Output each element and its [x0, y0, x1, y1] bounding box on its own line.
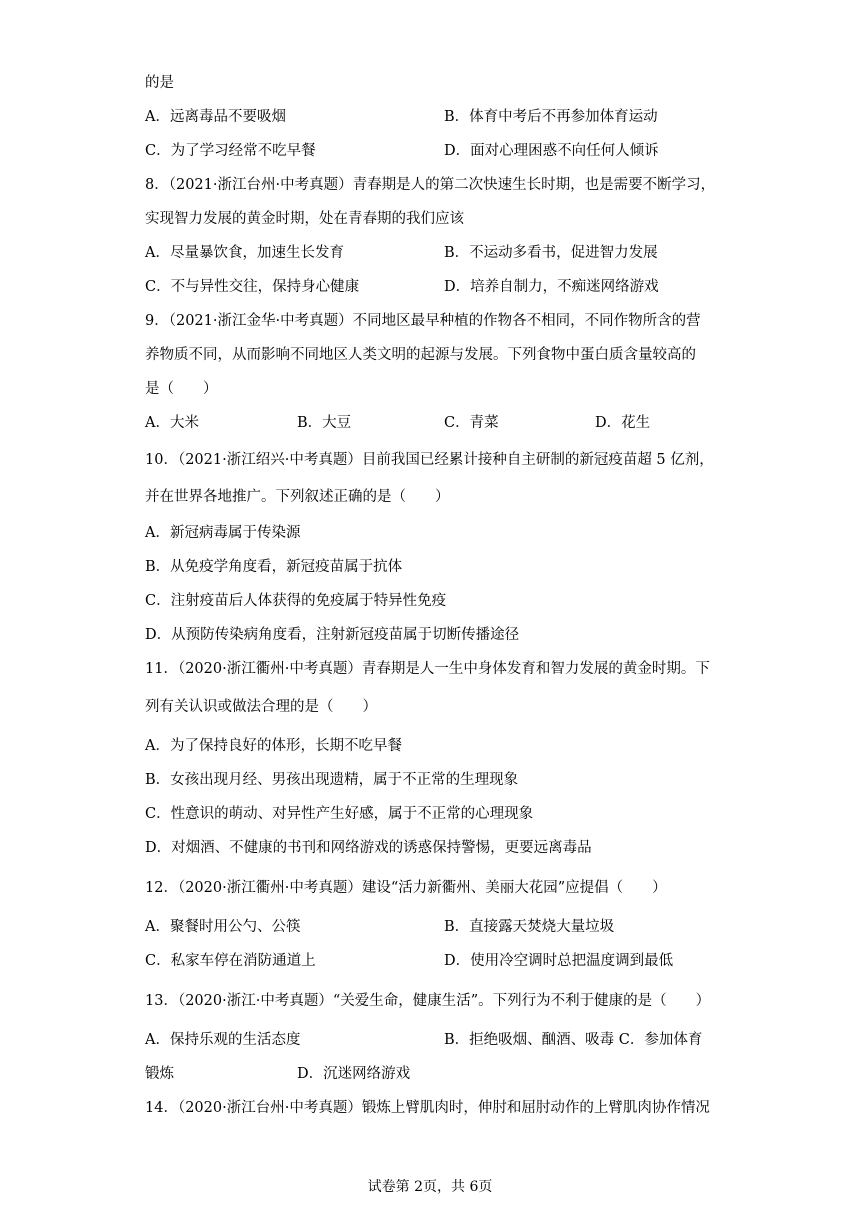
q9-option-c: C．青菜	[444, 415, 499, 431]
q10-stem-line-2: 并在世界各地推广。下列叙述正确的是（ ）	[145, 489, 450, 505]
q7-option-b: B．体育中考后不再参加体育运动	[444, 109, 658, 125]
q8-stem-line-1: 8．（2021·浙江台州·中考真题）青春期是人的第二次快速生长时期，也是需要不断学习，	[145, 177, 716, 193]
q10-option-a: A．新冠病毒属于传染源	[145, 525, 301, 541]
q10-option-d: D．从预防传染病角度看，注射新冠疫苗属于切断传播途径	[145, 627, 520, 643]
question-7-continuation: 的是	[145, 75, 174, 91]
q9-stem-line-1: 9．（2021·浙江金华·中考真题）不同地区最早种植的作物各不相同，不同作物所含的营	[145, 313, 701, 329]
q9-option-b: B．大豆	[297, 415, 352, 431]
q7-option-a: A．远离毒品不要吸烟	[145, 109, 286, 125]
q12-option-d: D．使用冷空调时总把温度调到最低	[444, 953, 674, 969]
q12-option-c: C．私家车停在消防通道上	[145, 953, 316, 969]
q9-stem-line-2: 养物质不同，从而影响不同地区人类文明的起源与发展。下列食物中蛋白质含量较高的	[145, 347, 696, 363]
q8-stem-line-2: 实现智力发展的黄金时期，处在青春期的我们应该	[145, 211, 464, 227]
q8-option-c: C．不与异性交往，保持身心健康	[145, 279, 360, 295]
q14-stem-line-1: 14．（2020·浙江台州·中考真题）锻炼上臂肌肉时，伸肘和屈肘动作的上臂肌肉协作情况	[145, 1100, 710, 1116]
page-footer: 试卷第 2页，共 6页	[367, 1179, 493, 1195]
q11-option-b: B．女孩出现月经、男孩出现遗精，属于不正常的生理现象	[145, 772, 519, 788]
q13-stem-line-1: 13．（2020·浙江·中考真题）“关爱生命，健康生活”。下列行为不利于健康的是（ ）	[145, 993, 711, 1009]
q7-option-d: D．面对心理困惑不向任何人倾诉	[444, 143, 659, 159]
q13-option-b-c: B．拒绝吸烟、酗酒、吸毒 C．参加体育	[444, 1032, 703, 1048]
q9-option-d: D．花生	[595, 415, 651, 431]
q13-option-c-wrap: 锻炼	[145, 1066, 174, 1082]
q11-option-c: C．性意识的萌动、对异性产生好感，属于不正常的心理现象	[145, 806, 534, 822]
q12-option-b: B．直接露天焚烧大量垃圾	[444, 919, 615, 935]
q11-stem-line-1: 11．（2020·浙江衢州·中考真题）青春期是人一生中身体发育和智力发展的黄金时期。下	[145, 661, 710, 677]
q13-option-a: A．保持乐观的生活态度	[145, 1032, 301, 1048]
q12-option-a: A．聚餐时用公勺、公筷	[145, 919, 301, 935]
q10-stem-line-1: 10．（2021·浙江绍兴·中考真题）目前我国已经累计接种自主研制的新冠疫苗超 5 亿剂，	[145, 452, 714, 468]
q10-option-b: B．从免疫学角度看，新冠疫苗属于抗体	[145, 559, 403, 575]
q10-option-c: C．注射疫苗后人体获得的免疫属于特异性免疫	[145, 593, 447, 609]
q7-option-c: C．为了学习经常不吃早餐	[145, 143, 316, 159]
q8-option-a: A．尽量暴饮食，加速生长发育	[145, 245, 344, 261]
q8-option-d: D．培养自制力，不痴迷网络游戏	[444, 279, 659, 295]
q8-option-b: B．不运动多看书，促进智力发展	[444, 245, 658, 261]
q12-stem-line-1: 12．（2020·浙江衢州·中考真题）建设“活力新衢州、美丽大花园”应提倡（ ）	[145, 880, 667, 896]
q11-option-a: A．为了保持良好的体形，长期不吃早餐	[145, 738, 402, 754]
q13-option-d: D．沉迷网络游戏	[297, 1066, 411, 1082]
q9-stem-line-3: 是（ ）	[145, 381, 218, 397]
q11-option-d: D．对烟酒、不健康的书刊和网络游戏的诱惑保持警惕，更要远离毒品	[145, 840, 592, 856]
q9-option-a: A．大米	[145, 415, 199, 431]
q11-stem-line-2: 列有关认识或做法合理的是（ ）	[145, 699, 377, 715]
